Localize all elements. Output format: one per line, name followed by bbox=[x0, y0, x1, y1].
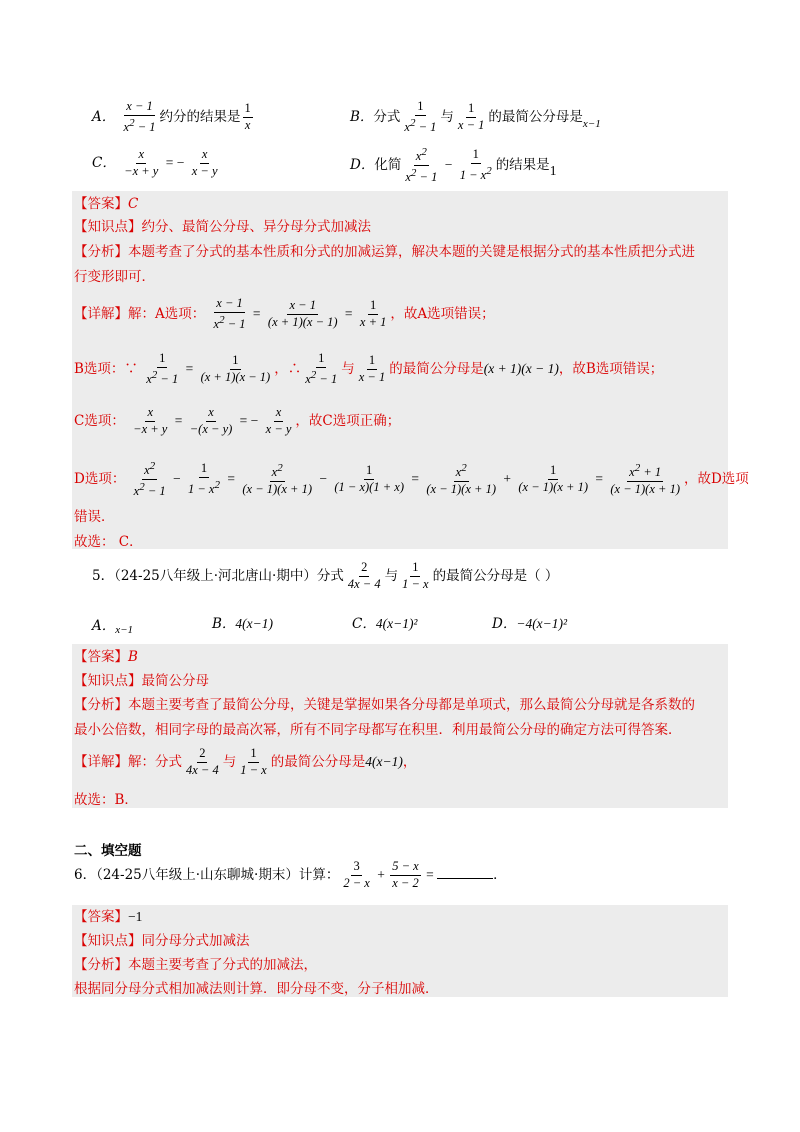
option-label: A． bbox=[92, 108, 116, 125]
fraction: $\frac{1}{1 - x^2}$ bbox=[459, 147, 492, 182]
answer-tag: 【答案】 bbox=[74, 909, 128, 925]
q6-analysis-cont bbox=[74, 978, 439, 1000]
kp-text: 同分母分式加减法 bbox=[141, 933, 250, 949]
option-text: 与 bbox=[440, 108, 454, 125]
fraction: $\frac{1}{x}$ bbox=[244, 101, 251, 132]
q5-analysis bbox=[74, 694, 695, 716]
q4-detail-a: 【详解】解：A选项： $\frac{x - 1}{x^2 - 1}$ = $\frac{x - 1}{(x + 1)(x - 1)}$ = $\frac{1}{x + 1}$ ，故A选项错误； bbox=[74, 296, 495, 331]
detail-text: ，故B选项错误； bbox=[558, 360, 664, 377]
question-source: （24-25八年级上·山东聊城·期末）计算： bbox=[96, 866, 340, 883]
answer-blank[interactable] bbox=[437, 866, 493, 879]
q4-choose bbox=[74, 531, 143, 553]
q5-option-a bbox=[92, 614, 133, 634]
q4-option-d: D．化简 $\frac{x^2}{x^2 - 1}$ − $\frac{1}{1 - x^2}$ 的结果是1 bbox=[350, 146, 557, 185]
q6-knowledge-point bbox=[74, 930, 250, 952]
fraction: $\frac{1}{x^2 - 1}$ bbox=[404, 99, 437, 134]
question-number: 6． bbox=[74, 866, 97, 883]
q5-option-b bbox=[212, 612, 273, 632]
kp-text: 约分、最简公分母、异分母分式加减法 bbox=[141, 219, 371, 235]
detail-text: C选项： bbox=[74, 412, 125, 429]
answer-tag: 【答案】 bbox=[74, 196, 128, 212]
fraction: $\frac{3}{2 - x}$ bbox=[343, 859, 370, 890]
q5-option-c bbox=[352, 612, 417, 632]
q4-option-c: C． $\frac{x}{-x + y}$ = − $\frac{x}{x - y}$ bbox=[92, 147, 218, 178]
option-label: B． bbox=[350, 108, 374, 125]
option-value: 4(x−1) bbox=[235, 616, 274, 631]
detail-text: 错误． bbox=[74, 509, 115, 525]
fraction: $\frac{2}{4x - 4}$ bbox=[347, 560, 381, 591]
q5-detail: 【详解】解：分式 $\frac{2}{4x - 4}$ 与 $\frac{1}{1 - x}$ 的最简公分母是4(x−1)， bbox=[74, 746, 417, 777]
q5-stem bbox=[92, 561, 558, 592]
option-text: 的结果是 bbox=[495, 156, 550, 173]
detail-text: 解：A选项： bbox=[128, 305, 206, 322]
q4-detail-b: B选项：∵ $\frac{1}{x^2 - 1}$ = $\frac{1}{(x + 1)(x - 1)}$ ，∴ $\frac{1}{x^2 - 1}$ 与 $\frac{1}{x - 1}$ 的最简公分母是(x + 1)(x − 1)，故B选项错误； bbox=[74, 351, 664, 386]
q6-stem: 6．（24-25八年级上·山东聊城·期末）计算： $\frac{3}{2 - x}$ + $\frac{5 - x}{x - 2}$ = ． bbox=[74, 859, 507, 890]
detail-tag: 【详解】 bbox=[74, 753, 128, 770]
question-text: 与 bbox=[384, 567, 399, 584]
option-label: D． bbox=[350, 156, 375, 173]
option-value: x−1 bbox=[115, 624, 134, 636]
q6-answer bbox=[74, 906, 142, 928]
option-text: 约分的结果是 bbox=[159, 108, 241, 125]
analysis-text: 本题主要考查了最简公分母，关键是掌握如果各分母都是单项式，那么最简公分母就是各系数的 bbox=[128, 697, 695, 713]
option-answer: x−1 bbox=[582, 117, 601, 130]
option-label: B． bbox=[212, 616, 236, 632]
answer-value: −1 bbox=[128, 909, 143, 924]
kp-tag: 【知识点】 bbox=[74, 933, 142, 949]
fraction: $\frac{x}{x - y}$ bbox=[191, 147, 218, 178]
detail-tag: 【详解】 bbox=[74, 305, 128, 322]
analysis-text: 本题考查了分式的基本性质和分式的加减运算，解决本题的关键是根据分式的基本性质把分式进 bbox=[128, 244, 695, 260]
q5-option-d bbox=[492, 612, 567, 632]
q4-analysis bbox=[74, 241, 695, 263]
q5-analysis-cont bbox=[74, 719, 682, 741]
section-title: 二、填空题 bbox=[74, 843, 142, 859]
option-value: 4(x−1)² bbox=[375, 616, 418, 631]
q4-knowledge-point bbox=[74, 216, 371, 238]
detail-text: D选项： bbox=[74, 470, 126, 487]
q4-detail-d-cont bbox=[74, 506, 115, 528]
option-text: 化简 bbox=[374, 156, 402, 173]
fraction: $\frac{1}{x - 1}$ bbox=[457, 101, 485, 132]
fraction: $\frac{x}{-x + y}$ bbox=[124, 147, 159, 178]
kp-text: 最简公分母 bbox=[141, 673, 209, 689]
question-number: 5． bbox=[92, 567, 115, 584]
detail-text: ，故D选项 bbox=[683, 470, 749, 487]
detail-text: 的最简公分母是 bbox=[270, 753, 366, 770]
detail-text: ，∴ bbox=[274, 360, 302, 377]
choose-text: 故选：B． bbox=[74, 792, 138, 808]
q4-analysis-cont bbox=[74, 266, 155, 288]
option-label: C． bbox=[92, 154, 116, 171]
fraction: $\frac{1}{1 - x}$ bbox=[402, 560, 429, 591]
option-label: C． bbox=[352, 616, 376, 632]
option-label: D． bbox=[492, 616, 517, 632]
fraction: $\frac{x - 1}{x^2 - 1}$ bbox=[123, 99, 156, 134]
choose-text: 故选： C． bbox=[74, 534, 143, 550]
question-source: （24-25八年级上·河北唐山·期中）分式 bbox=[114, 567, 344, 584]
detail-text: 与 bbox=[341, 360, 355, 377]
option-label: A． bbox=[92, 618, 116, 634]
q6-analysis bbox=[74, 954, 317, 976]
q5-choose bbox=[74, 789, 138, 811]
answer-tag: 【答案】 bbox=[74, 649, 128, 665]
detail-text: 解：分式 bbox=[128, 753, 182, 770]
option-text: 分式 bbox=[373, 108, 401, 125]
q4-answer bbox=[74, 193, 138, 215]
q4-option-a bbox=[92, 100, 255, 135]
q4-detail-d: D选项： $\frac{x^2}{x^2 - 1}$ − $\frac{1}{1 - x^2}$ = $\frac{x^2}{(x - 1)(x + 1)}$ − $\frac{1}{(1 - x)(1 + x)}$ = $\frac{x^2}{(x - 1)(x + 1)}$ + $\frac{1}{(x - 1)(x + 1)}$ = $\frac{x^2 + 1}{(x - 1)(x + 1)}$ ，故D选项 bbox=[74, 460, 749, 499]
analysis-text: 最小公倍数，相同字母的最高次幂，所有不同字母都写在积里．利用最简公分母的确定方法可得答案． bbox=[74, 722, 682, 738]
detail-text: 的最简公分母是 bbox=[389, 360, 484, 377]
question-text: 的最简公分母是（ ） bbox=[432, 567, 559, 584]
q4-option-b bbox=[350, 100, 601, 135]
analysis-tag: 【分析】 bbox=[74, 957, 128, 973]
detail-text: 与 bbox=[222, 753, 237, 770]
fraction: $\frac{x^2}{x^2 - 1}$ bbox=[405, 146, 438, 185]
detail-text: ，故A选项错误； bbox=[390, 305, 495, 322]
fraction: $\frac{5 - x}{x - 2}$ bbox=[392, 859, 419, 890]
option-text: 的最简公分母是 bbox=[488, 108, 583, 125]
option-value: −4(x−1)² bbox=[516, 616, 568, 631]
detail-text: B选项：∵ bbox=[74, 360, 138, 377]
answer-value: C bbox=[128, 196, 139, 212]
q5-knowledge-point bbox=[74, 670, 209, 692]
q4-detail-c: C选项： $\frac{x}{-x + y}$ = $\frac{x}{-(x - y)}$ = − $\frac{x}{x - y}$ ，故C选项正确； bbox=[74, 405, 401, 436]
analysis-tag: 【分析】 bbox=[74, 697, 128, 713]
q5-answer bbox=[74, 646, 138, 668]
analysis-text: 本题主要考查了分式的加减法， bbox=[128, 957, 317, 973]
detail-text: ，故C选项正确； bbox=[295, 412, 401, 429]
answer-value: B bbox=[128, 649, 138, 665]
detail-answer: 4(x−1) bbox=[365, 753, 403, 769]
option-answer: 1 bbox=[549, 162, 557, 178]
analysis-tag: 【分析】 bbox=[74, 244, 128, 260]
analysis-text: 根据同分母分式相加减法则计算．即分母不变，分子相加减． bbox=[74, 981, 439, 997]
analysis-text: 行变形即可． bbox=[74, 269, 155, 285]
kp-tag: 【知识点】 bbox=[74, 673, 142, 689]
question-text: ． bbox=[493, 866, 507, 883]
kp-tag: 【知识点】 bbox=[74, 219, 142, 235]
